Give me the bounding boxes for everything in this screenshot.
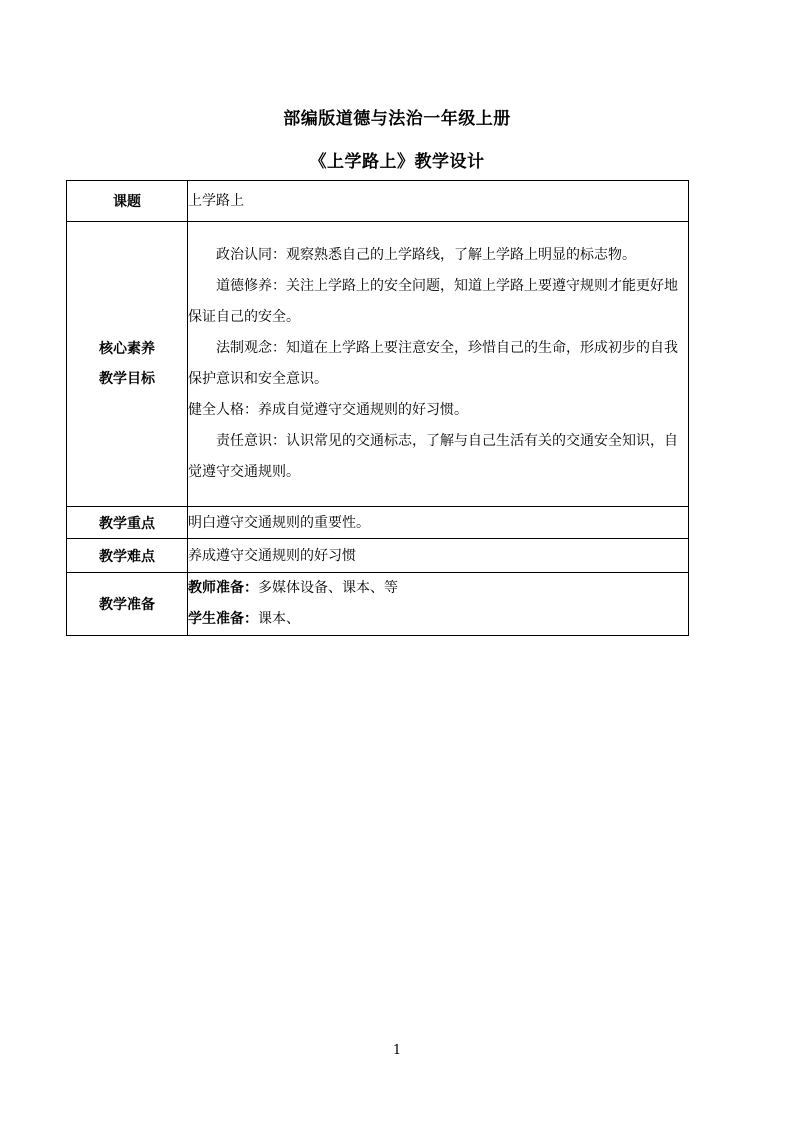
table-row-goals bbox=[67, 222, 689, 507]
page-number: 1 bbox=[392, 1043, 402, 1058]
teacher-preparation-prefix: 教师准备： bbox=[188, 580, 258, 596]
key-point-value bbox=[188, 507, 689, 539]
student-preparation-value: 课本、 bbox=[258, 611, 300, 627]
student-preparation bbox=[188, 604, 688, 635]
goals-label-line2: 教学目标 bbox=[99, 371, 155, 387]
table-row-preparation bbox=[67, 573, 689, 636]
goals-label-line1: 核心素养 bbox=[99, 341, 155, 357]
difficulty-text: 养成遵守交通规则的好习惯 bbox=[188, 547, 356, 564]
document-subtitle: 《上学路上》教学设计 bbox=[309, 152, 485, 172]
key-point-label: 教学重点 bbox=[67, 507, 188, 539]
preparation-label: 教学准备 bbox=[67, 573, 188, 636]
teacher-preparation-value: 多媒体设备、课本、等 bbox=[258, 580, 398, 596]
preparation-content bbox=[188, 573, 689, 636]
table-row-difficulty bbox=[67, 539, 689, 573]
document-title: 部编版道德与法治一年级上册 bbox=[283, 109, 511, 129]
table-row-topic bbox=[67, 181, 689, 222]
difficulty-label: 教学难点 bbox=[67, 539, 188, 573]
goal-moral-cultivation: 道德修养：关注上学路上的安全问题，知道上学路上要遵守规则才能更好地保证自己的安全。 bbox=[188, 278, 678, 325]
goal-legal-awareness: 法制观念：知道在上学路上要注意安全，珍惜自己的生命，形成初步的自我保护意识和安全意识。 bbox=[188, 340, 678, 387]
teacher-preparation bbox=[188, 573, 688, 604]
table-row-key-point bbox=[67, 507, 689, 539]
topic-text: 上学路上 bbox=[188, 192, 244, 209]
goals-content bbox=[188, 222, 689, 507]
topic-label: 课题 bbox=[67, 181, 188, 222]
student-preparation-prefix: 学生准备： bbox=[188, 611, 258, 627]
lesson-plan-table bbox=[66, 180, 689, 636]
goal-responsibility: 责任意识：认识常见的交通标志，了解与自己生活有关的交通安全知识，自觉遵守交通规则。 bbox=[188, 433, 678, 480]
difficulty-value bbox=[188, 539, 689, 573]
goal-political-identity: 政治认同：观察熟悉自己的上学路线，了解上学路上明显的标志物。 bbox=[216, 247, 636, 263]
goals-label bbox=[67, 222, 188, 507]
topic-value bbox=[188, 181, 689, 222]
goal-sound-personality: 健全人格：养成自觉遵守交通规则的好习惯。 bbox=[188, 402, 468, 418]
key-point-text: 明白遵守交通规则的重要性。 bbox=[188, 514, 370, 531]
